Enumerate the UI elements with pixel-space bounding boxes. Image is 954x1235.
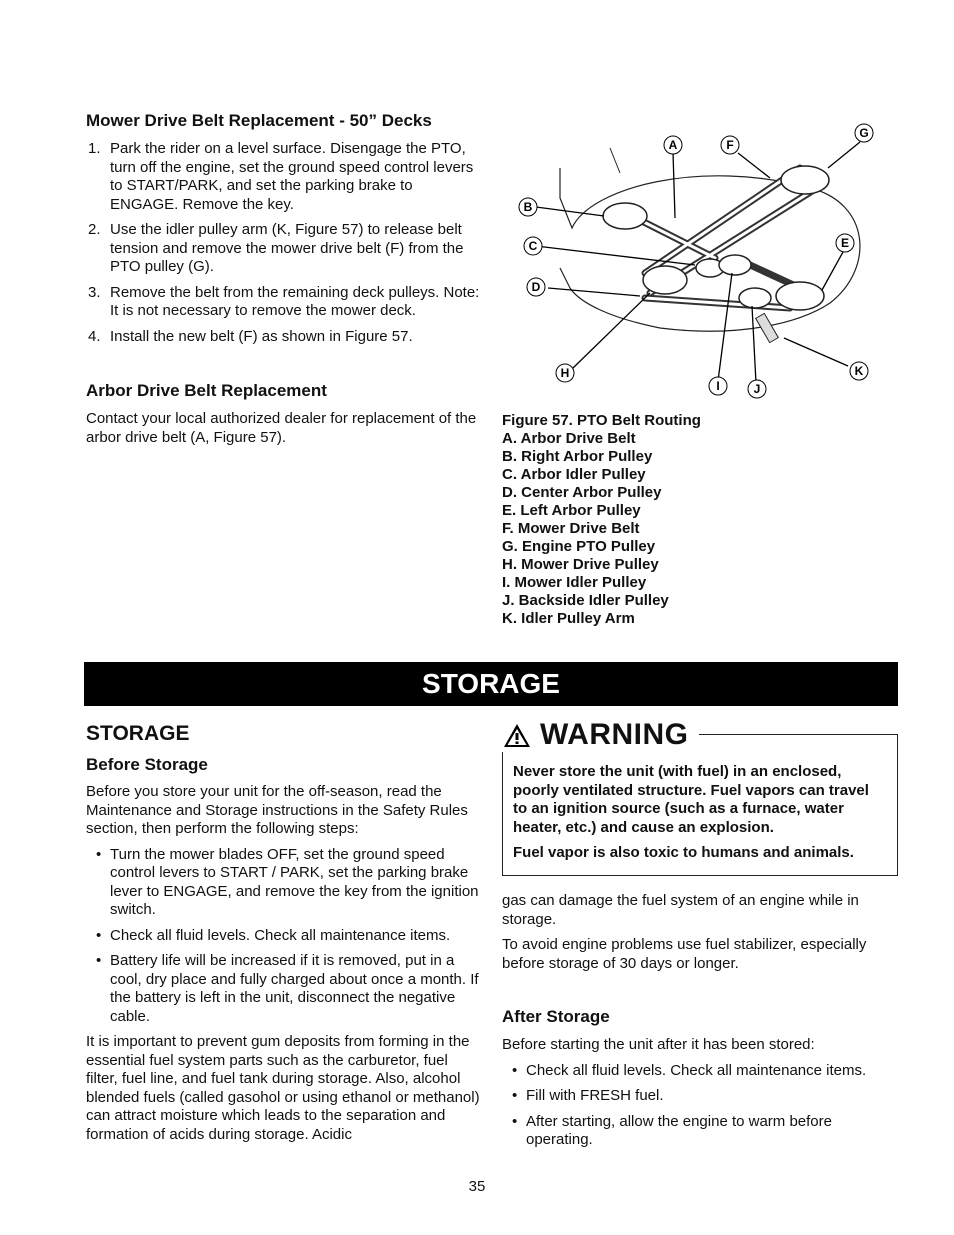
list-item-text: Fill with FRESH fuel. — [526, 1087, 664, 1104]
step-item — [86, 140, 481, 214]
backside-idler-pulley — [739, 288, 771, 308]
list-item — [86, 952, 481, 1026]
step-item — [86, 221, 481, 277]
label-i: I — [716, 379, 720, 393]
leader-b — [536, 207, 604, 216]
caption-item: E. Left Arbor Pulley — [502, 502, 641, 519]
mower-idler-pulley — [719, 255, 751, 275]
caption-item: K. Idler Pulley Arm — [502, 610, 635, 627]
label-c: C — [528, 239, 538, 253]
list-item — [502, 1062, 898, 1081]
warning-triangle-icon — [502, 722, 532, 749]
storage-section — [86, 722, 481, 1151]
stabilizer-paragraph: To avoid engine problems use fuel stabilizer, especially before storage of 30 days or longer. — [502, 936, 867, 972]
storage-heading: STORAGE — [86, 722, 190, 745]
list-item — [86, 927, 481, 946]
storage-continued — [502, 892, 898, 980]
warning-title: WARNING — [540, 717, 689, 751]
caption-item: J. Backside Idler Pulley — [502, 592, 669, 609]
leader-i — [718, 273, 732, 381]
label-k: K — [854, 364, 864, 378]
mower-belt-steps — [86, 140, 481, 346]
bullet: • — [96, 926, 102, 944]
engine-pto-pulley — [781, 166, 829, 194]
step-text: Park the rider on a level surface. Disengage the PTO, turn off the engine, set the ground speed control levers to START/PARK, and set the parking brake to ENGAGE. Remove the key. — [110, 140, 474, 213]
after-storage-section — [502, 1007, 898, 1157]
page-number: 35 — [468, 1178, 486, 1195]
leader-h — [573, 293, 650, 368]
caption-item: G. Engine PTO Pulley — [502, 538, 656, 555]
after-storage-intro: Before starting the unit after it has been stored: — [502, 1036, 815, 1053]
caption-item: C. Arbor Idler Pulley — [502, 466, 646, 483]
belt-highlight — [645, 168, 800, 273]
center-arbor-pulley — [643, 266, 687, 294]
label-j: J — [753, 382, 761, 396]
arbor-belt-section — [86, 381, 481, 454]
bullet: • — [96, 952, 102, 969]
label-a: A — [668, 138, 678, 152]
bullet: • — [512, 1087, 518, 1104]
label-g: G — [859, 126, 869, 140]
bullet: • — [512, 1061, 518, 1079]
leader-k — [784, 338, 848, 366]
before-storage-list — [86, 846, 481, 1027]
mower-belt-section — [86, 111, 481, 353]
step-number: 2. — [88, 221, 101, 238]
step-number: 1. — [88, 140, 101, 157]
figure-caption-title: Figure 57. PTO Belt Routing — [502, 412, 701, 429]
caption-item: A. Arbor Drive Belt — [502, 430, 636, 447]
caption-item: B. Right Arbor Pulley — [502, 448, 653, 465]
list-item-text: After starting, allow the engine to warm before operating. — [526, 1112, 832, 1148]
step-text: Remove the belt from the remaining deck pulleys. Note: It is not necessary to remove the mower deck. — [110, 283, 480, 319]
warning-text-2: Fuel vapor is also toxic to humans and animals. — [513, 844, 854, 861]
left-arbor-pulley — [776, 282, 824, 310]
arbor-belt-heading: Arbor Drive Belt Replacement — [86, 381, 327, 400]
figure-caption — [502, 412, 898, 628]
list-item-text: Check all fluid levels. Check all maintenance items. — [110, 926, 451, 944]
list-item-text: Battery life will be increased if it is removed, put in a cool, dry place and fully charged about once a month. If the battery is left in the unit, disconnect the negative cable. — [110, 952, 479, 1025]
step-item — [86, 328, 481, 347]
before-storage-intro: Before you store your unit for the off-season, read the Maintenance and Storage instructions in the Safety Rules section, then perform the following steps: — [86, 783, 468, 837]
step-item — [86, 284, 481, 321]
leader-j — [752, 306, 756, 383]
step-text: Use the idler pulley arm (K, Figure 57) to release belt tension and remove the mower drive belt (F) from the PTO pulley (G). — [110, 221, 464, 275]
step-text: Install the new belt (F) as shown in Figure 57. — [110, 327, 413, 345]
pulleys — [603, 166, 829, 310]
label-d: D — [531, 280, 541, 294]
right-arbor-pulley — [603, 203, 647, 229]
warning-text-1: Never store the unit (with fuel) in an enclosed, poorly ventilated structure. Fuel vapors can travel to an ignition source (such as a furnace, water heater, etc.) and cause an explosion. — [513, 763, 869, 836]
label-f: F — [726, 138, 734, 152]
fuel-paragraph: It is important to prevent gum deposits from forming in the essential fuel system parts such as the carburetor, fuel filter, fuel line, and fuel tank during storage. Also, alcohol blended fuels (called gasohol or using ethanol or methanol) can attract moisture which leads to the separation and formation of acids during storage. Acidic — [86, 1033, 480, 1143]
deck-edge-line — [610, 148, 620, 173]
storage-banner: STORAGE — [84, 662, 898, 706]
list-item-text: Check all fluid levels. Check all maintenance items. — [526, 1061, 867, 1079]
caption-item: H. Mower Drive Pulley — [502, 556, 659, 573]
mower-belt-heading: Mower Drive Belt Replacement - 50” Decks — [86, 111, 432, 130]
list-item-text: Turn the mower blades OFF, set the ground speed control levers to START / PARK, set the parking brake lever to ENGAGE, and remove the key from the ignition switch. — [110, 845, 479, 918]
after-storage-list — [502, 1062, 898, 1150]
warning-body — [513, 763, 883, 870]
leader-f — [738, 153, 770, 178]
step-number: 3. — [88, 283, 101, 301]
warning-header — [502, 718, 699, 752]
label-e: E — [840, 236, 850, 250]
caption-item: I. Mower Idler Pulley — [502, 574, 647, 591]
step-number: 4. — [88, 327, 101, 345]
caption-item: F. Mower Drive Belt — [502, 520, 640, 537]
leader-g — [828, 142, 860, 168]
before-storage-heading: Before Storage — [86, 755, 208, 774]
bullet: • — [96, 845, 102, 863]
list-item — [86, 846, 481, 920]
after-storage-heading: After Storage — [502, 1007, 610, 1026]
fuel-continued: gas can damage the fuel system of an engine while in storage. — [502, 892, 859, 928]
leader-e — [822, 252, 843, 290]
arbor-belt-text: Contact your local authorized dealer for replacement of the arbor drive belt (A, Figure 57). — [86, 410, 477, 446]
bullet: • — [512, 1112, 518, 1130]
label-b: B — [523, 200, 533, 214]
leader-d — [548, 288, 640, 296]
list-item — [502, 1113, 898, 1150]
leader-a — [673, 152, 675, 218]
list-item — [502, 1087, 898, 1106]
pto-belt-routing-figure — [500, 118, 900, 408]
label-h: H — [560, 366, 570, 380]
caption-item: D. Center Arbor Pulley — [502, 484, 662, 501]
